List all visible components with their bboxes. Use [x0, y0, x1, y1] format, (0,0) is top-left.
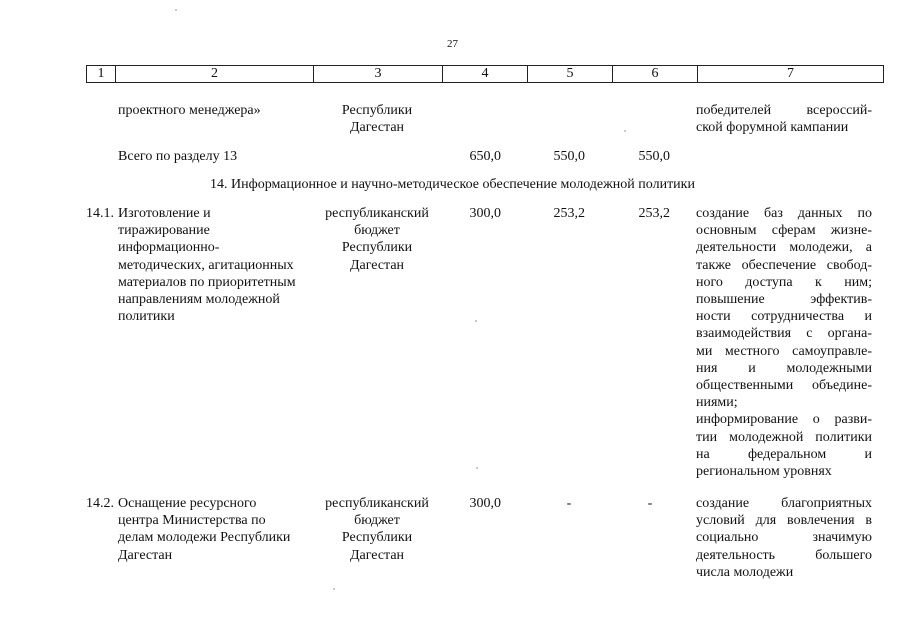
row-name-line: информационно-	[118, 240, 220, 256]
row-value-col5: 253,2	[553, 206, 585, 221]
continuation-name	[118, 102, 313, 119]
scan-speck	[624, 130, 626, 132]
row-name-line: делам молодежи Республики	[118, 530, 291, 546]
row-name-line: политики	[118, 309, 175, 325]
row-value-col4: 300,0	[469, 206, 501, 221]
row-result-line: ния и молодежными	[696, 360, 872, 376]
row-source-line: Республики	[341, 240, 413, 256]
header-col-7: 7	[698, 66, 884, 83]
row-result-line: деятельность большего	[696, 547, 872, 563]
row-source-line: Дагестан	[349, 257, 405, 273]
row-source-line: республиканский	[325, 206, 429, 221]
row-result-line: создание баз данных по	[696, 206, 872, 221]
total-value-col4: 650,0	[469, 149, 501, 164]
row-name-line: тиражирование	[118, 223, 210, 239]
row-result-line: условий для вовлечения в	[696, 513, 872, 529]
row-funding-source	[313, 495, 441, 564]
row-value-col6: 253,2	[638, 206, 670, 221]
row-name	[118, 495, 313, 564]
row-source-line: Республики	[341, 530, 413, 546]
header-col-6: 6	[613, 66, 698, 83]
row-result-line: информирование о разви-	[696, 412, 872, 428]
row-value-col6: -	[647, 496, 653, 511]
row-name-line: Оснащение ресурсного	[118, 496, 257, 511]
row-result-line: числа молодежи	[696, 564, 794, 580]
row-result-line: повышение эффектив-	[696, 292, 872, 308]
row-number: 14.1.	[86, 206, 114, 221]
row-result-line: деятельности молодежи, а	[696, 240, 872, 256]
row-value-col5: -	[566, 496, 572, 511]
scan-speck	[475, 320, 477, 322]
header-col-4: 4	[443, 66, 528, 83]
row-result-line: тии молодежной политики	[696, 429, 872, 445]
continuation-result-line: победителей всероссий-	[696, 103, 872, 118]
total-label: Всего по разделу 13	[118, 149, 238, 164]
scan-speck	[333, 588, 335, 590]
continuation-source-line: Дагестан	[349, 120, 405, 136]
total-value-col6: 550,0	[638, 149, 670, 164]
row-source-line: республиканский	[325, 496, 429, 511]
row-name-line: Изготовление и	[118, 206, 211, 221]
row-result-line: ного доступа к ним;	[696, 274, 872, 290]
row-number: 14.2.	[86, 496, 114, 511]
continuation-source	[313, 102, 441, 136]
row-result-line: создание благоприятных	[696, 496, 872, 511]
row-result-line: ности сотрудничества и	[696, 309, 872, 325]
row-source-line: бюджет	[354, 223, 400, 239]
row-result-line: ниями;	[696, 395, 738, 411]
row-name-line: методических, агитационных	[118, 257, 294, 273]
continuation-name-line: проектного менеджера»	[118, 103, 261, 118]
row-funding-source	[313, 205, 441, 274]
scan-speck	[476, 467, 478, 469]
row-expected-result	[696, 205, 872, 480]
row-source-line: бюджет	[354, 513, 400, 529]
row-name-line: материалов по приоритетным	[118, 274, 296, 290]
row-name-line: центра Министерства по	[118, 513, 266, 529]
row-result-line: на федеральном и	[696, 446, 872, 462]
row-name	[118, 205, 313, 325]
row-result-line: основным сферам жизне-	[696, 223, 872, 239]
row-result-line: общественными объедине-	[696, 378, 872, 394]
continuation-source-line: Республики	[341, 103, 413, 118]
row-name-line: направлениям молодежной	[118, 292, 280, 308]
continuation-result	[696, 102, 872, 136]
total-value-col5: 550,0	[553, 149, 585, 164]
page-number: 27	[447, 38, 458, 50]
row-result-line: региональном уровнях	[696, 464, 832, 480]
section-title: 14. Информационное и научно-методическое обеспечение молодежной политики	[210, 177, 695, 192]
row-result-line: ми местного самоуправле-	[696, 343, 872, 359]
continuation-result-line: ской форумной кампании	[696, 120, 849, 136]
header-col-5: 5	[528, 66, 613, 83]
row-name-line: Дагестан	[118, 547, 173, 563]
header-col-3: 3	[314, 66, 443, 83]
row-result-line: также обеспечение свобод-	[696, 257, 872, 273]
row-source-line: Дагестан	[349, 547, 405, 563]
row-expected-result	[696, 495, 872, 581]
scan-speck	[175, 9, 177, 11]
header-col-1: 1	[87, 66, 116, 83]
row-value-col4: 300,0	[469, 496, 501, 511]
row-result-line: взаимодействия с органа-	[696, 326, 872, 342]
column-number-header	[86, 65, 884, 83]
header-col-2: 2	[116, 66, 314, 83]
row-result-line: социально значимую	[696, 530, 872, 546]
